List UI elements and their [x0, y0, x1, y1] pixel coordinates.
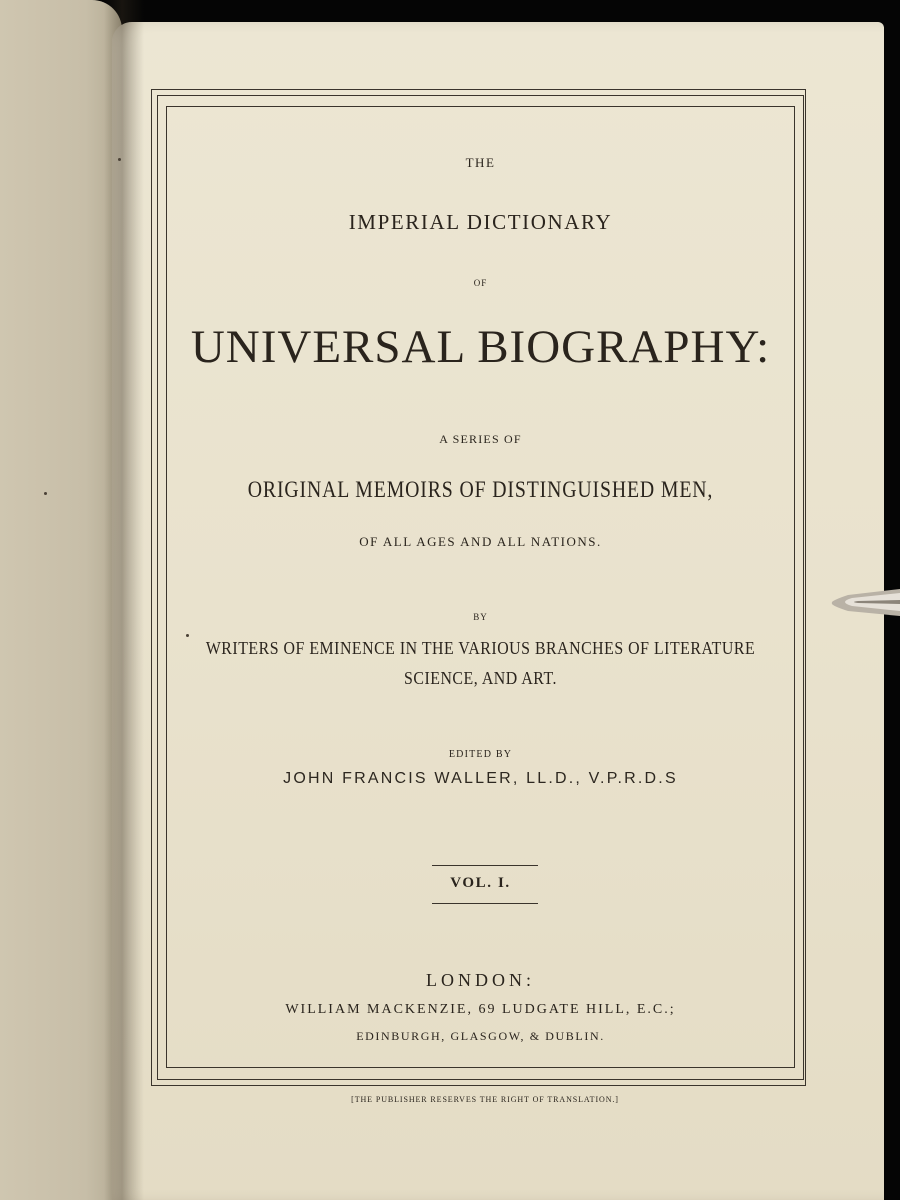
paper-speck: [118, 158, 121, 161]
main-title: UNIVERSAL BIOGRAPHY:: [190, 321, 771, 373]
imprint-publisher: WILLIAM MACKENZIE, 69 LUDGATE HILL, E.C.;: [285, 1002, 676, 1017]
bookmark-clip-icon: [828, 585, 900, 619]
authorship-line-2: SCIENCE, AND ART.: [404, 668, 557, 688]
title-page-border-inner: [166, 106, 795, 1068]
authorship-line-1: WRITERS OF EMINENCE IN THE VARIOUS BRANCHES OF LITERATURE: [205, 638, 756, 658]
imprint-other-cities: EDINBURGH, GLASGOW, & DUBLIN.: [356, 1029, 605, 1043]
gutter-shadow: [104, 0, 144, 1200]
subtitle-memoirs: ORIGINAL MEMOIRS OF DISTINGUISHED MEN,: [247, 477, 714, 502]
subtitle-ages-nations: OF ALL AGES AND ALL NATIONS.: [359, 534, 602, 549]
title-imperial-dictionary: IMPERIAL DICTIONARY: [348, 210, 613, 234]
edited-by-label: EDITED BY: [448, 749, 513, 760]
authorship-by: BY: [473, 612, 488, 622]
volume-rule-top: [432, 865, 538, 866]
rights-notice: [THE PUBLISHER RESERVES THE RIGHT OF TRANSLATION.]: [351, 1095, 619, 1104]
volume-rule-bottom: [432, 903, 538, 904]
editor-name: JOHN FRANCIS WALLER, LL.D., V.P.R.D.S: [283, 770, 678, 787]
title-the: THE: [465, 155, 496, 170]
paper-speck: [186, 634, 189, 637]
volume-number: VOL. I.: [450, 875, 511, 891]
subtitle-series-of: A SERIES OF: [439, 432, 522, 446]
paper-speck: [44, 492, 47, 495]
title-of: OF: [473, 278, 488, 288]
imprint-city: LONDON:: [426, 970, 535, 990]
